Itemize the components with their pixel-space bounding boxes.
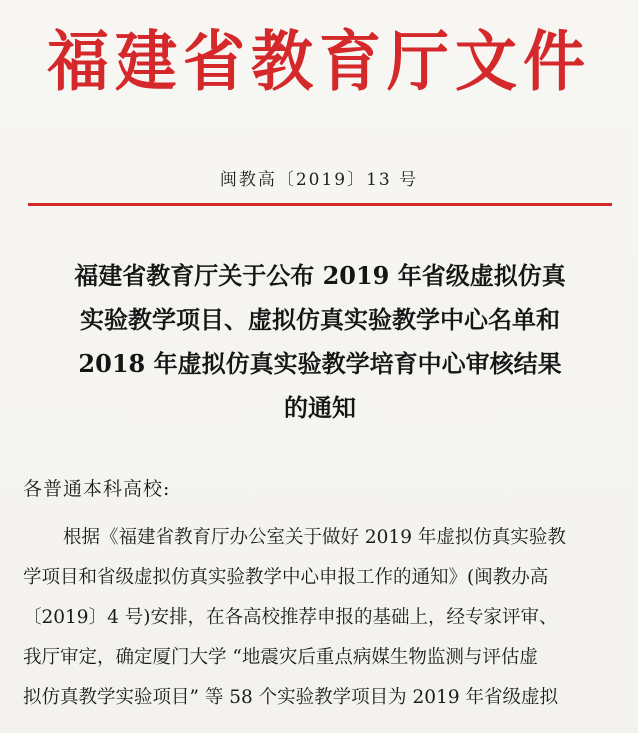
addressee: 各普通本科高校:	[23, 478, 171, 500]
body-line: 拟仿真教学实验项目” 等 58 个实验教学项目为 2019 年省级虚拟	[23, 687, 558, 708]
document-number: 闽教高〔2019〕13 号	[219, 170, 419, 190]
red-divider-rule	[28, 203, 612, 206]
document-title	[20, 254, 620, 430]
body-paragraph	[23, 518, 623, 718]
body-line: 我厅审定，确定厦门大学 “地震灾后重点病媒生物监测与评估虚	[23, 647, 538, 668]
body-line: 根据《福建省教育厅办公室关于做好 2019 年虚拟仿真实验教	[63, 527, 566, 548]
title-line: 实验教学项目、虚拟仿真实验教学中心名单和	[80, 305, 560, 334]
body-line: 学项目和省级虚拟仿真实验教学中心申报工作的通知》(闽教办高	[23, 567, 549, 588]
title-line: 的通知	[284, 393, 356, 422]
title-line: 2018 年虚拟仿真实验教学培育中心审核结果	[78, 349, 562, 378]
title-line: 福建省教育厅关于公布 2019 年省级虚拟仿真	[74, 261, 566, 290]
issuing-authority-header: 福建省教育厅文件	[46, 23, 591, 100]
body-line: 〔2019〕4 号)安排，在各高校推荐申报的基础上，经专家评审、	[23, 607, 558, 628]
